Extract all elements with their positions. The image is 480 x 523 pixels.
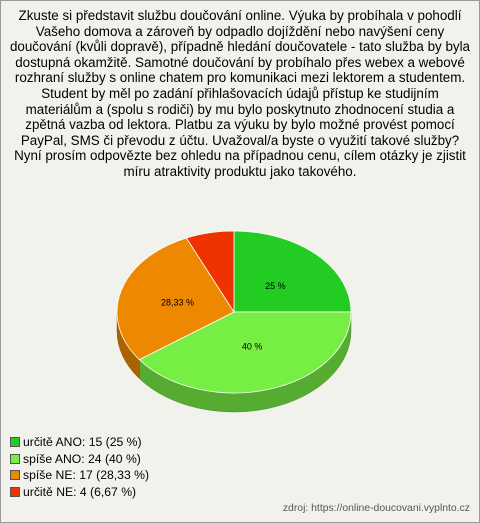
legend-item xyxy=(10,484,149,501)
legend-label: spíše NE: 17 (28,33 %) xyxy=(23,468,149,483)
pie-slice-label: 40 % xyxy=(241,341,263,352)
legend-item xyxy=(10,434,149,451)
legend-label: určitě ANO: 15 (25 %) xyxy=(23,435,142,450)
legend-swatch xyxy=(10,454,20,464)
legend-swatch xyxy=(10,487,20,497)
pie-slice-label: 25 % xyxy=(265,281,286,292)
legend xyxy=(10,434,149,500)
pie-slice xyxy=(234,231,351,312)
source-note: zdroj: https://online-doucovani.vyplnto.cz xyxy=(282,503,470,514)
legend-label: spíše ANO: 24 (40 %) xyxy=(23,451,141,466)
chart-title: Zkuste si představit službu doučování online. Výuka by probíhala v pohodlí Vašeho domova a zároveň by odpadlo dojíždění nebo navýšení ceny doučování (kvůli dopravě), případně hledání doučovatele - tato služba by byla dostupná okamžitě. Samotné doučování by probíhalo přes webex a webové rozhraní služby s online chatem pro komunikaci mezi lektorem a studentem. Student by měl po zadání přihlašovacích údajů přístup ke studijním materiálům a (spolu s rodiči) by mu bylo poskytnuto zhodnocení studia a zpětná vazba od lektora. Platbu za výuku by bylo možné provést pomocí PayPal, SMS či převodu z účtu. Uvažoval/a byste o využití takové služby? Nyní prosím odpovězte bez ohledu na případnou cenu, cílem otázky je zjistit míru atraktivity produktu jako takového. xyxy=(9,8,471,179)
legend-label: určitě NE: 4 (6,67 %) xyxy=(23,484,137,499)
legend-swatch xyxy=(10,470,20,480)
pie-slice-label: 28,33 % xyxy=(160,297,195,308)
legend-item xyxy=(10,451,149,468)
legend-item xyxy=(10,467,149,484)
legend-swatch xyxy=(10,437,20,447)
